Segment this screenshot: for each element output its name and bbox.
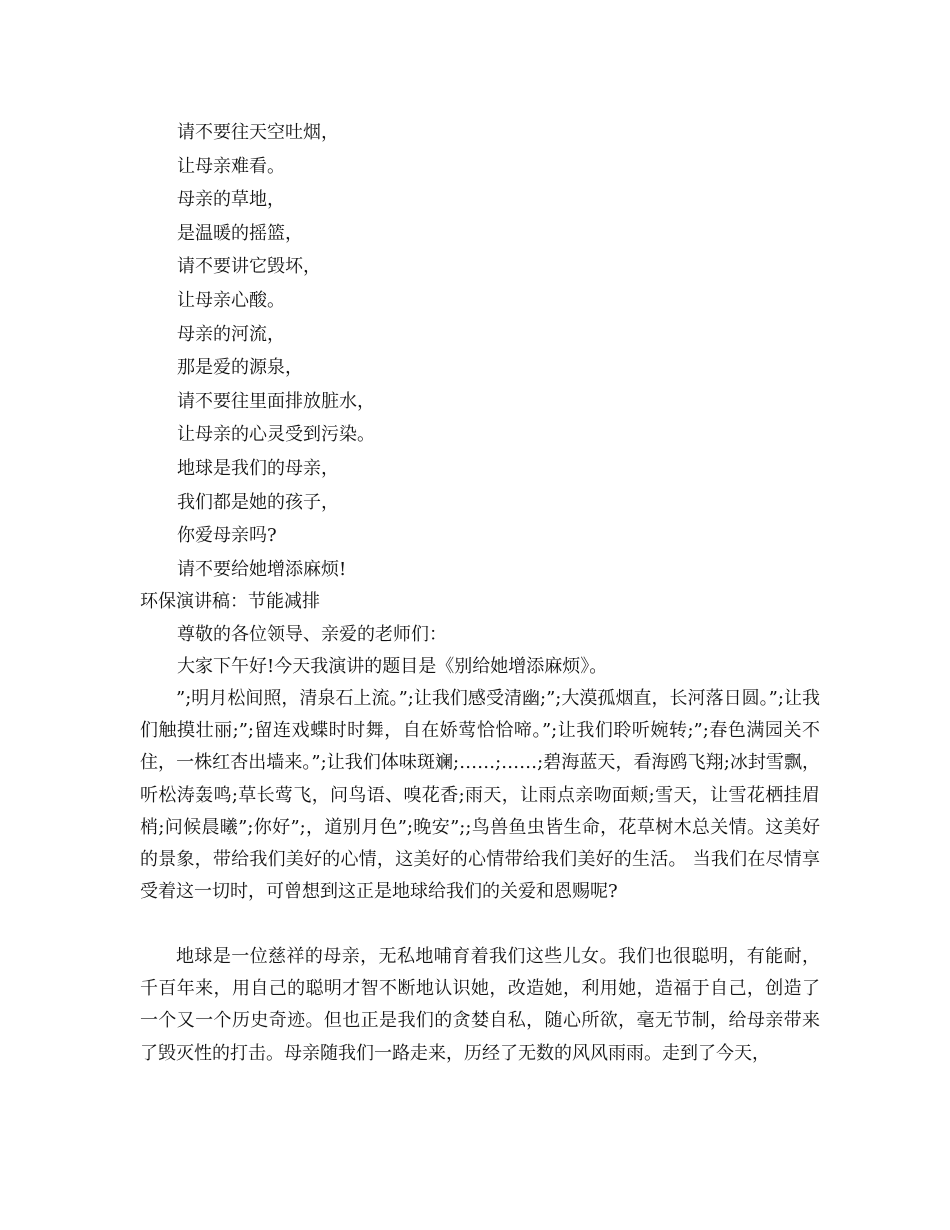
speech-greeting: 大家下午好!今天我演讲的题目是《别给她增添麻烦》。 [177,656,608,677]
speech-paragraph-1: ”;明月松间照，清泉石上流。”;让我们感受清幽;”;大漠孤烟直，长河落日圆。”;让我们触摸壮丽;”;留连戏蝶时时舞，自在娇莺恰恰啼。”;让我们聆听婉转;”;春色满园关不住，一株红杏出墙来。”;让我们体味斑斓;……;……;碧海蓝天，看海鸥飞翔;冰封雪飘，听松涛轰鸣;草长莺飞，问鸟语、嗅花香;雨天，让雨点亲吻面颊;雪天，让雪花栖挂眉梢;问候晨曦”;你好”;，道别月色”;晚安”;;鸟兽鱼虫皆生命，花草树木总关情。这美好的景象，带给我们美好的心情，这美好的心情带给我们美好的生活。 当我们在尽情享受着这一切时，可曾想到这正是地球给我们的关爱和恩赐呢? [140,688,820,903]
poem-line: 请不要给她增添麻烦! [177,558,347,580]
poem-line: 母亲的草地， [177,189,285,211]
poem-line: 让母亲难看。 [177,155,285,177]
poem-block [177,116,877,586]
poem-line: 地球是我们的母亲， [177,457,339,479]
poem-line: 请不要讲它毁坏， [177,256,321,278]
speech-heading: 环保演讲稿：节能减排 [140,591,320,612]
poem-line: 母亲的河流， [177,323,285,345]
poem-line: 请不要往里面排放脏水， [177,390,375,412]
poem-line: 是温暖的摇篮， [177,222,303,244]
poem-line: 我们都是她的孩子， [177,491,339,513]
speech-salutation: 尊敬的各位领导、亲爱的老师们： [177,624,447,645]
poem-line: 请不要往天空吐烟， [177,122,339,143]
poem-line: 那是爱的源泉， [177,357,303,379]
poem-line: 你爱母亲吗? [177,525,277,547]
poem-line: 让母亲的心灵受到污染。 [177,424,375,446]
poem-line: 让母亲心酸。 [177,289,285,311]
speech-paragraph-2: 地球是一位慈祥的母亲，无私地哺育着我们这些儿女。我们也很聪明，有能耐，千百年来，用自己的聪明才智不断地认识她，改造她，利用她，造福于自己，创造了一个又一个历史奇迹。但也正是我们的贪婪自私，随心所欲，毫无节制，给母亲带来了毁灭性的打击。母亲随我们一路走来，历经了无数的风风雨雨。走到了今天， [140,946,820,1064]
